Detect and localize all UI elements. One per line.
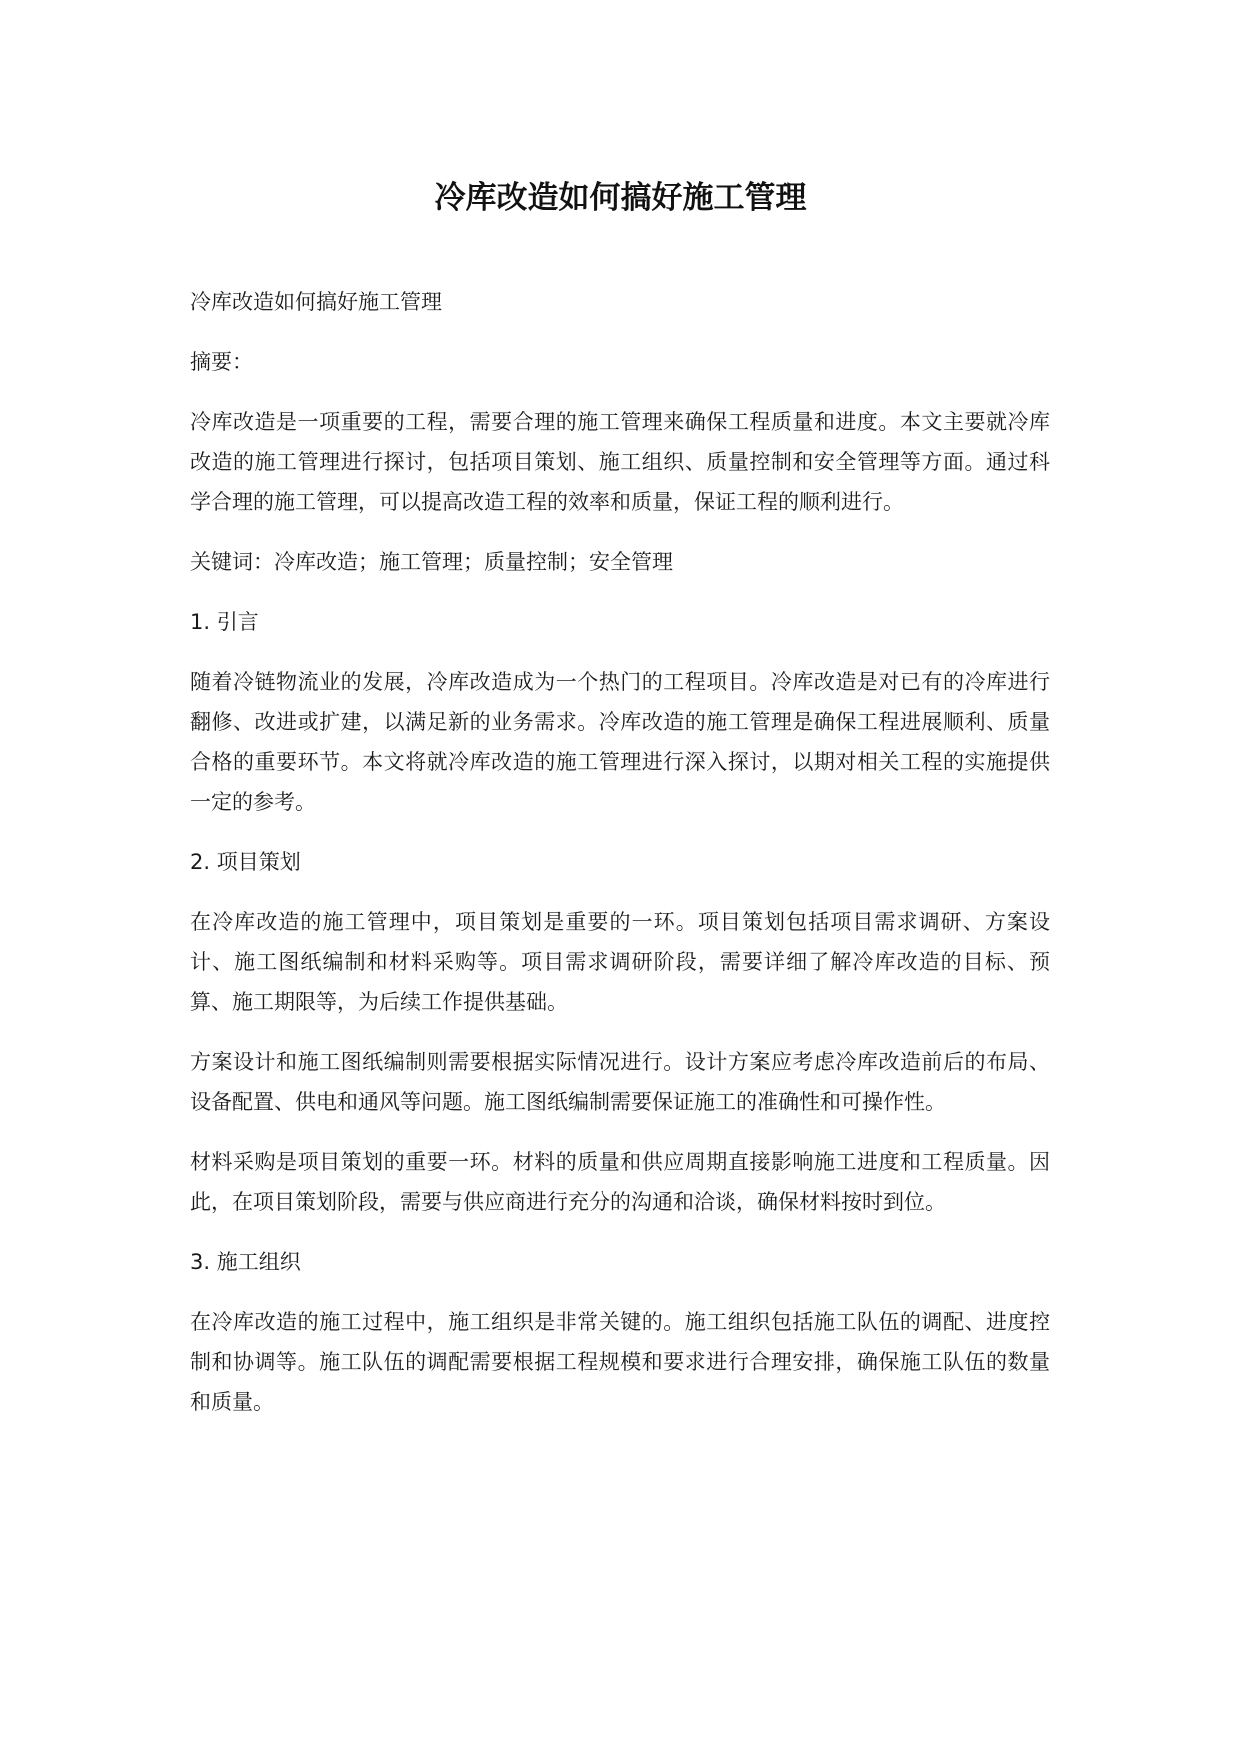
document-title: 冷库改造如何搞好施工管理: [434, 180, 807, 216]
abstract-paragraph: 冷库改造是一项重要的工程，需要合理的施工管理来确保工程质量和进度。本文主要就冷库改造的施工管理进行探讨，包括项目策划、施工组织、质量控制和安全管理等方面。通过科学合理的施工管理，可以提高改造工程的效率和质量，保证工程的顺利进行。: [190, 410, 1050, 514]
project-planning-paragraph-1: 在冷库改造的施工管理中，项目策划是重要的一环。项目策划包括项目需求调研、方案设计、施工图纸编制和材料采购等。项目需求调研阶段，需要详细了解冷库改造的目标、预算、施工期限等，为后续工作提供基础。: [190, 910, 1050, 1014]
document-body: [190, 282, 1050, 1442]
section-heading-introduction: 1. 引言: [190, 610, 259, 634]
abstract-label: 摘要：: [190, 350, 253, 374]
keywords-paragraph: 关键词：冷库改造；施工管理；质量控制；安全管理: [190, 550, 673, 574]
project-planning-paragraph-2: 方案设计和施工图纸编制则需要根据实际情况进行。设计方案应考虑冷库改造前后的布局、设备配置、供电和通风等问题。施工图纸编制需要保证施工的准确性和可操作性。: [190, 1050, 1050, 1114]
subtitle-paragraph: 冷库改造如何搞好施工管理: [190, 290, 442, 314]
section-heading-construction-organization: 3. 施工组织: [190, 1250, 301, 1274]
project-planning-paragraph-3: 材料采购是项目策划的重要一环。材料的质量和供应周期直接影响施工进度和工程质量。因此，在项目策划阶段，需要与供应商进行充分的沟通和洽谈，确保材料按时到位。: [190, 1150, 1050, 1214]
construction-organization-paragraph: 在冷库改造的施工过程中，施工组织是非常关键的。施工组织包括施工队伍的调配、进度控制和协调等。施工队伍的调配需要根据工程规模和要求进行合理安排，确保施工队伍的数量和质量。: [190, 1310, 1050, 1414]
section-heading-project-planning: 2. 项目策划: [190, 850, 301, 874]
introduction-paragraph: 随着冷链物流业的发展，冷库改造成为一个热门的工程项目。冷库改造是对已有的冷库进行翻修、改进或扩建，以满足新的业务需求。冷库改造的施工管理是确保工程进展顺利、质量合格的重要环节。本文将就冷库改造的施工管理进行深入探讨，以期对相关工程的实施提供一定的参考。: [190, 670, 1050, 814]
